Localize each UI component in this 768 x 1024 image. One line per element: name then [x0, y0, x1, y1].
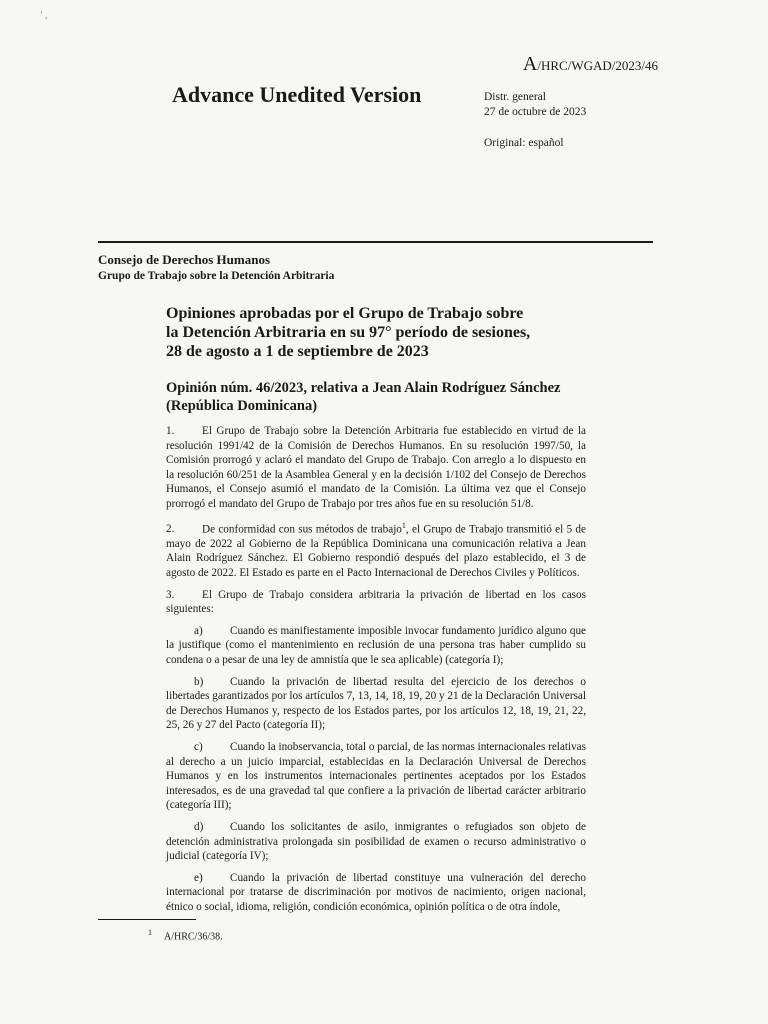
paragraph-number: 2.: [166, 523, 175, 536]
paragraph-text: De conformidad con sus métodos de trabajo: [202, 523, 402, 536]
paragraph-text: El Grupo de Trabajo considera arbitraria la privación de libertad en los casos siguientes:: [166, 588, 586, 616]
original-language: Original: español: [484, 137, 564, 149]
symbol-prefix: A: [522, 53, 538, 75]
opinions-heading-line: Opiniones aprobadas por el Grupo de Trabajo sobre: [166, 305, 524, 322]
working-group-name: Grupo de Trabajo sobre la Detención Arbitraria: [98, 270, 335, 282]
paragraph-number: 3.: [166, 588, 175, 601]
opinions-heading-line: la Detención Arbitraria en su 97° período de sesiones,: [166, 324, 531, 341]
opinion-heading-line: (República Dominicana): [166, 398, 318, 414]
category-item-a: [166, 624, 586, 668]
document-body: [166, 424, 586, 922]
paragraph-3: [166, 588, 586, 617]
item-text: Cuando la inobservancia, total o parcial, de las normas internacionales relativas al derecho a un juicio imparcial, establecidas en la Declaración Universal de Derechos Humanos y en los instrumentos internacionales pertinentes aceptados por los Estados interesados, es de una gravedad tal que confiere a la privación de libertad carácter arbitrario (categoría III);: [166, 741, 587, 812]
footnote-mark: 1: [148, 928, 152, 937]
paragraph-number: 1.: [166, 425, 175, 437]
distribution-block: [484, 90, 586, 151]
item-letter: a): [194, 624, 203, 637]
item-letter: e): [194, 871, 203, 884]
opinions-heading-line: 28 de agosto a 1 de septiembre de 2023: [166, 343, 429, 360]
category-item-b: [166, 675, 586, 733]
issuing-body: [98, 252, 334, 284]
footnote-reference: 1: [401, 520, 406, 530]
footnote-text: A/HRC/36/38.: [164, 931, 223, 943]
item-letter: c): [194, 741, 203, 754]
scan-artifact: ’ ‚: [40, 10, 48, 20]
document-symbol: [523, 53, 658, 76]
item-letter: b): [194, 675, 204, 688]
council-name: Consejo de Derechos Humanos: [98, 252, 271, 267]
item-text: Cuando la privación de libertad resulta del ejercicio de los derechos o libertades garantizados por los artículos 7, 13, 14, 18, 19, 20 y 21 de la Declaración Universal de Derechos Humanos y, respecto de los Estados partes, por los artículos 12, 18, 19, 21, 22, 25, 26 y 27 del Pacto (categoría II);: [166, 675, 586, 732]
category-item-e: [166, 871, 586, 915]
paragraph-text: , el Grupo de Trabajo transmitió el 5 de mayo de 2022 al Gobierno de la República Dominicana una comunicación relativa a Jean Alain Rodríguez Sánchez. El Gobierno respondió después del plazo establecido, el 3 de agosto de 2022. El Estado es parte en el Pacto Internacional de Derechos Civiles y Políticos.: [166, 523, 586, 580]
document-title: Advance Unedited Version: [172, 82, 422, 107]
opinion-heading: [166, 379, 626, 415]
opinion-heading-line: Opinión núm. 46/2023, relativa a Jean Alain Rodríguez Sánchez: [166, 380, 561, 396]
paragraph-1: [166, 424, 586, 512]
paragraph-2: [166, 519, 586, 581]
category-item-c: [166, 740, 586, 813]
footnote-divider: [98, 919, 196, 920]
paragraph-text: El Grupo de Trabajo sobre la Detención Arbitraria fue establecido en virtud de la resolución 1991/42 de la Comisión de Derechos Humanos. En su resolución 1997/50, la Comisión prorrogó y aclaró el mandato del Grupo de Trabajo. Con arreglo a lo dispuesto en la resolución 60/251 de la Asamblea General y en la decisión 1/102 del Consejo de Derechos Humanos, el Consejo asumió el mandato de la Comisión. La última vez que el Consejo prorrogó el mandato del Grupo de Trabajo por tres años fue en su resolución 51/8.: [166, 425, 586, 510]
item-text: Cuando los solicitantes de asilo, inmigrantes o refugiados son objeto de detención administrativa prolongada sin posibilidad de examen o recurso administrativo o judicial (categoría IV);: [166, 820, 586, 863]
symbol-rest: /HRC/WGAD/2023/46: [537, 58, 658, 73]
distribution-label: Distr. general: [484, 91, 546, 103]
opinions-heading: [166, 304, 586, 361]
category-item-d: [166, 820, 586, 864]
item-letter: d): [194, 820, 204, 833]
footnote: [148, 928, 223, 942]
document-date: 27 de octubre de 2023: [484, 106, 587, 118]
header-divider: [98, 241, 653, 243]
item-text: Cuando la privación de libertad constituye una vulneración del derecho internacional por tratarse de discriminación por motivos de nacimiento, origen nacional, étnico o social, idioma, religión, condición económica, opinión política o de otra índole,: [166, 871, 586, 913]
item-text: Cuando es manifiestamente imposible invocar fundamento jurídico alguno que la justifique (como el mantenimiento en reclusión de una persona tras haber cumplido su condena o a pesar de una ley de amnistía que le sea aplicable) (categoría I);: [166, 624, 586, 667]
